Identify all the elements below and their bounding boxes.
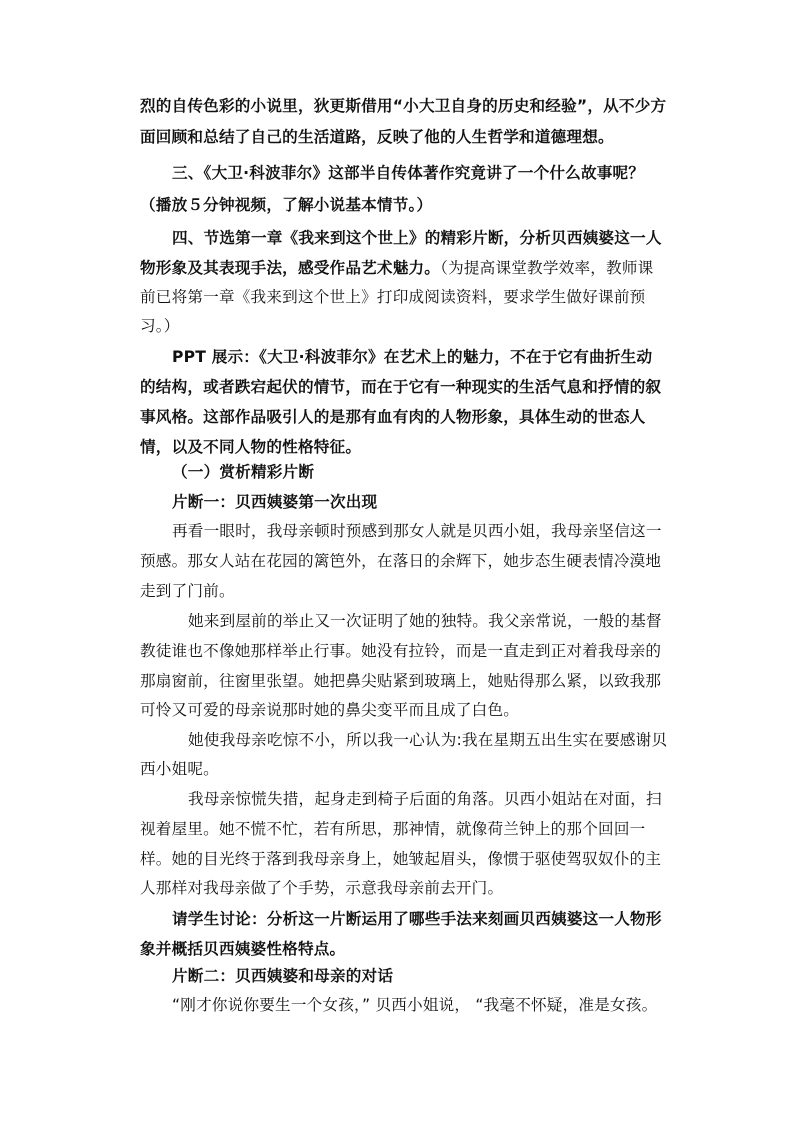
- quote-2-line-3: 那扇窗前，往窗里张望。她把鼻尖贴紧到玻璃上，她贴得那么紧，以致我那: [140, 672, 662, 690]
- discussion-prompt-line-2: 象并概括贝西姨婆性格特点。: [140, 940, 346, 958]
- quote-3-line-1: 她使我母亲吃惊不小，所以我一心认为:我在星期五出生实在要感谢贝: [188, 731, 668, 749]
- ppt-paragraph-line-3: 事风格。这部作品吸引人的是那有血有肉的人物形象，具体生动的世态人: [140, 408, 646, 426]
- quote-1-line-1: 再看一眼时，我母亲顿时预感到那女人就是贝西小姐，我母亲坚信这一: [172, 522, 662, 540]
- paragraph-1-line-2: 面回顾和总结了自己的生活道路，反映了他的人生哲学和道德理想。: [140, 128, 614, 146]
- quote-1-line-2: 预感。那女人站在花园的篱笆外，在落日的余辉下，她步态生硬表情冷漠地: [140, 552, 662, 570]
- quote-1-line-3: 走到了门前。: [140, 582, 235, 600]
- ppt-paragraph-line-1: PPT 展示：《大卫·科波菲尔》在艺术上的魅力，不在于它有曲折生动: [172, 348, 653, 366]
- section-4-note-part: （为提高课堂教学效率，教师课: [440, 259, 654, 277]
- quote-4-line-4: 人那样对我母亲做了个手势，示意我母亲前去开门。: [140, 879, 504, 897]
- section-3-heading: 三、《大卫·科波菲尔》这部半自传体著作究竟讲了一个什么故事呢？: [172, 164, 645, 182]
- fragment-2-title: 片断二：贝西姨婆和母亲的对话: [172, 967, 394, 985]
- section-4-note-line-4: 习。）: [140, 317, 180, 335]
- paragraph-1-line-1: 烈的自传色彩的小说里，狄更斯借用“小大卫自身的历史和经验”，从不少方: [140, 97, 667, 115]
- ppt-paragraph-line-2: 的结构，或者跌宕起伏的情节，而在于它有一种现实的生活气息和抒情的叙: [140, 378, 662, 396]
- section-4-note-line-3: 前已将第一章《我来到这个世上》打印成阅读资料，要求学生做好课前预: [140, 288, 646, 306]
- quote-4-line-1: 我母亲惊慌失措，起身走到椅子后面的角落。贝西小姐站在对面，扫: [188, 790, 662, 808]
- subsection-heading: （一）赏析精彩片断: [172, 463, 315, 481]
- discussion-prompt-line-1: 请学生讨论：分析这一片断运用了哪些手法来刻画贝西姨婆这一人物形: [172, 910, 662, 928]
- fragment-1-title: 片断一：贝西姨婆第一次出现: [172, 493, 378, 511]
- quote-2-line-1: 她来到屋前的举止又一次证明了她的独特。我父亲常说，一般的基督: [188, 612, 662, 630]
- ppt-paragraph-line-4: 情，以及不同人物的性格特征。: [140, 438, 362, 456]
- quote-4-line-2: 视着屋里。她不慌不忙，若有所思，那神情，就像荷兰钟上的那个回回一: [140, 820, 646, 838]
- section-3-note: （播放５分钟视频，了解小说基本情节。）: [140, 196, 433, 214]
- section-4-heading-bold-part: 物形象及其表现手法，感受作品艺术魅力。: [140, 259, 441, 277]
- section-4-heading-line-2: [140, 258, 653, 278]
- quote-2-line-4: 可怜又可爱的母亲说那时她的鼻尖变平而且成了白色。: [140, 701, 520, 719]
- quote-4-line-3: 样。她的目光终于落到我母亲身上，她皱起眉头，像惯于驱使驾驭奴仆的主: [140, 850, 662, 868]
- section-4-heading-line-1: 四、节选第一章《我来到这个世上》的精彩片断，分析贝西姨婆这一人: [172, 229, 662, 247]
- quote-5-line-1: “刚才你说你要生一个女孩，” 贝西小姐说， “我毫不怀疑，准是女孩。: [172, 996, 658, 1014]
- quote-3-line-2: 西小姐呢。: [140, 760, 219, 778]
- quote-2-line-2: 教徒谁也不像她那样举止行事。她没有拉铃，而是一直走到正对着我母亲的: [140, 642, 662, 660]
